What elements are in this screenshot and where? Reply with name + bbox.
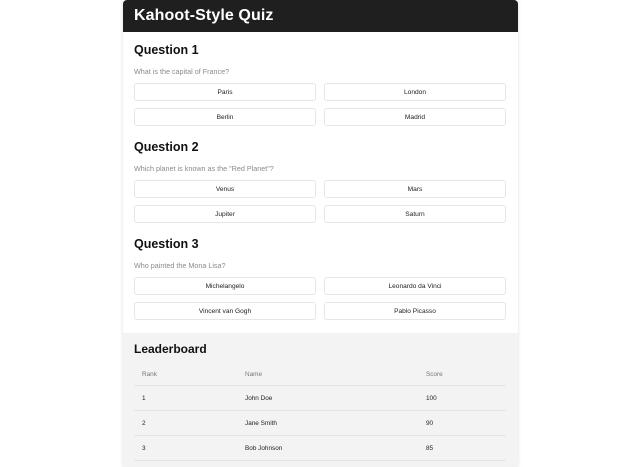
question-text: Who painted the Mona Lisa?	[134, 261, 226, 270]
table-header-row	[134, 363, 506, 386]
page-title: Kahoot-Style Quiz	[134, 7, 274, 24]
leaderboard-table	[134, 363, 506, 461]
question-title: Question 2	[134, 140, 199, 154]
score-cell: 90	[418, 411, 506, 436]
question-card	[134, 226, 507, 323]
column-header-rank: Rank	[134, 363, 237, 386]
answer-grid	[134, 180, 506, 223]
answer-button[interactable]: Madrid	[324, 108, 506, 126]
quiz-app	[123, 0, 518, 467]
score-cell: 85	[418, 436, 506, 461]
table-row	[134, 436, 506, 461]
answer-button[interactable]: Jupiter	[134, 205, 316, 223]
column-header-name: Name	[237, 363, 418, 386]
answer-button[interactable]: Michelangelo	[134, 277, 316, 295]
leaderboard-section	[123, 333, 518, 467]
leaderboard-title: Leaderboard	[134, 342, 207, 356]
question-card	[134, 129, 507, 226]
question-text: What is the capital of France?	[134, 67, 230, 76]
answer-button[interactable]: Saturn	[324, 205, 506, 223]
table-row	[134, 411, 506, 436]
answer-grid	[134, 83, 506, 126]
answer-button[interactable]: Venus	[134, 180, 316, 198]
score-cell: 100	[418, 386, 506, 411]
answer-button[interactable]: London	[324, 83, 506, 101]
question-title: Question 1	[134, 43, 199, 57]
question-card	[134, 32, 507, 129]
name-cell: Jane Smith	[237, 411, 418, 436]
questions-section	[123, 32, 518, 323]
name-cell: John Doe	[237, 386, 418, 411]
answer-button[interactable]: Leonardo da Vinci	[324, 277, 506, 295]
answer-grid	[134, 277, 506, 320]
answer-button[interactable]: Vincent van Gogh	[134, 302, 316, 320]
rank-cell: 3	[134, 436, 237, 461]
answer-button[interactable]: Pablo Picasso	[324, 302, 506, 320]
answer-button[interactable]: Paris	[134, 83, 316, 101]
answer-button[interactable]: Mars	[324, 180, 506, 198]
table-row	[134, 386, 506, 411]
answer-button[interactable]: Berlin	[134, 108, 316, 126]
name-cell: Bob Johnson	[237, 436, 418, 461]
header-bar	[123, 0, 518, 32]
rank-cell: 2	[134, 411, 237, 436]
question-title: Question 3	[134, 237, 199, 251]
column-header-score: Score	[418, 363, 506, 386]
question-text: Which planet is known as the "Red Planet"?	[134, 164, 274, 173]
rank-cell: 1	[134, 386, 237, 411]
